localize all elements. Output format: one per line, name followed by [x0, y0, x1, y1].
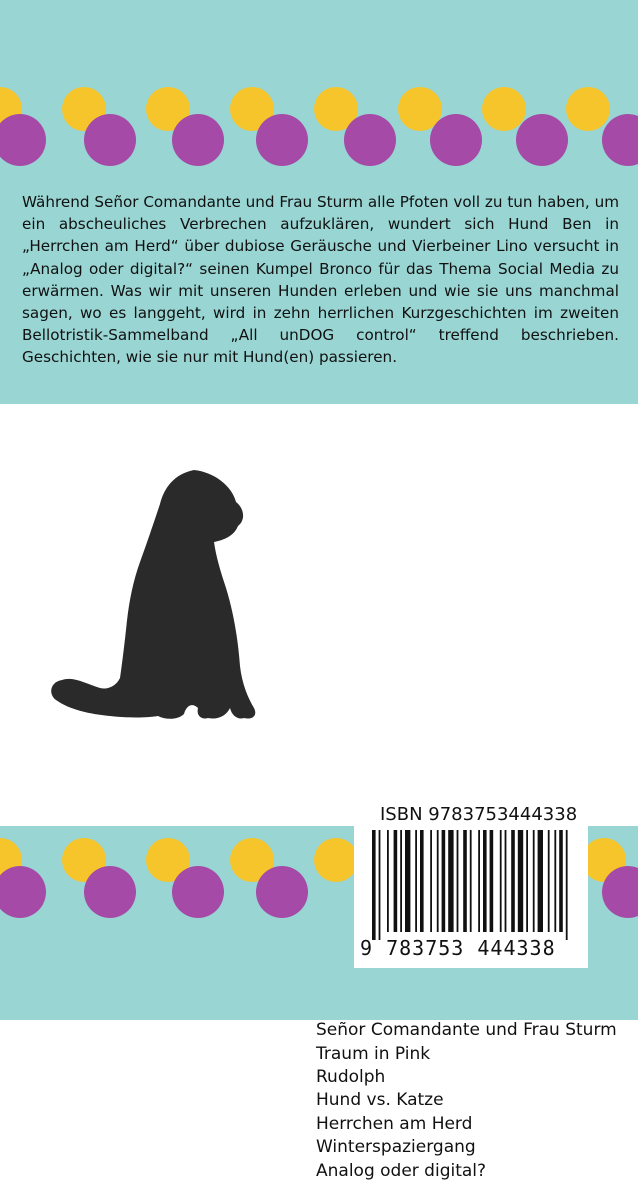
barcode-bar — [511, 830, 515, 932]
story-item: Rudolph — [316, 1067, 386, 1088]
barcode-bar — [430, 830, 432, 932]
barcode-bar — [372, 830, 376, 940]
barcode-bar — [500, 830, 502, 932]
barcode-bar — [566, 830, 568, 940]
barcode-bar — [457, 830, 459, 932]
isbn-digits: 9 783753 444338 — [360, 936, 556, 960]
barcode-bar — [400, 830, 402, 932]
barcode-bar — [518, 830, 523, 932]
isbn-barcode-box — [354, 796, 588, 968]
barcode-bar — [448, 830, 453, 932]
barcode-bar — [442, 830, 446, 932]
barcode-bar — [405, 830, 410, 932]
barcode-bar — [548, 830, 550, 932]
barcode-bar — [437, 830, 439, 932]
barcode-bar — [415, 830, 417, 932]
barcode-bar — [387, 830, 389, 932]
story-item: Traum in Pink — [316, 1043, 431, 1064]
story-item: Señor Comandante und Frau Sturm — [316, 1020, 617, 1041]
story-item: Hund vs. Katze — [316, 1090, 444, 1111]
story-item: Herrchen am Herd — [316, 1113, 473, 1134]
story-item: Analog oder digital? — [316, 1160, 487, 1181]
isbn-label: ISBN 9783753444338 — [380, 804, 578, 825]
barcode-bar — [478, 830, 480, 932]
barcode-bar — [505, 830, 507, 932]
barcode-bar — [533, 830, 535, 932]
barcode-icon — [372, 830, 582, 940]
barcode-bar — [559, 830, 563, 932]
barcode-bar — [394, 830, 398, 932]
back-cover-blurb: Während Señor Comandante und Frau Sturm alle Pfoten voll zu tun haben, um ein abscheuliches Verbrechen aufzuklären, wundert sich Hund Ben in „Herrchen am Herd“ über dubiose Geräusche und Vierbeiner Lino versucht in „Analog oder digital?“ seinen Kumpel Bronco für das Thema Social Media zu erwärmen. Was wir mit unseren Hunden erleben und wie sie uns manchmal sagen, wo es langgeht, wird in zehn herrlichen Kurzgeschichten im zweiten Bellotristik-Sammelband „All unDOG control“ treffend beschrieben. Geschichten, wie sie nur mit Hund(en) passieren. — [22, 193, 619, 367]
barcode-bar — [526, 830, 528, 932]
barcode-bar — [483, 830, 487, 932]
dots-pattern-top — [0, 84, 638, 174]
barcode-bar — [490, 830, 494, 932]
barcode-bar — [463, 830, 467, 932]
dog-silhouette-icon — [48, 470, 260, 726]
top-section — [0, 0, 638, 404]
barcode-bar — [538, 830, 543, 932]
barcode-bar — [420, 830, 424, 932]
barcode-bar — [470, 830, 472, 932]
barcode-bar — [554, 830, 556, 932]
story-item: Winterspaziergang — [316, 1137, 476, 1158]
barcode-bar — [379, 830, 381, 940]
